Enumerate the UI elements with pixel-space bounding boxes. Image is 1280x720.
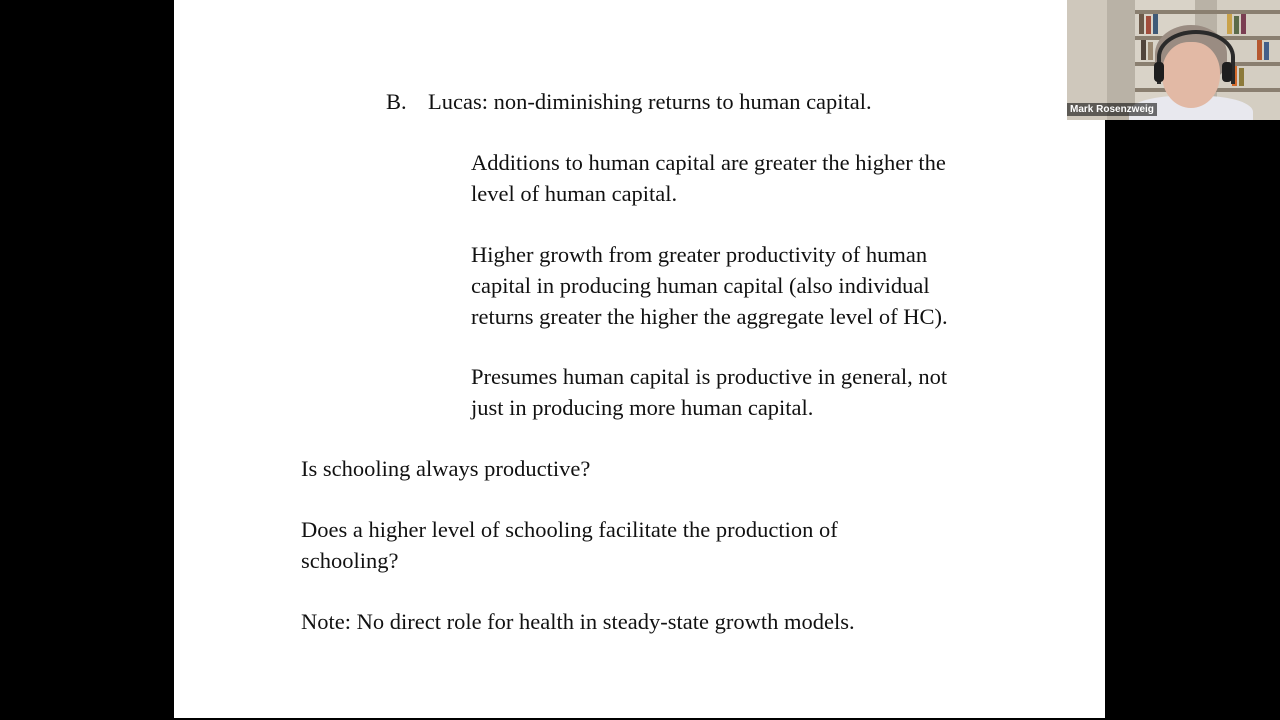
paragraph-3-line-1: Presumes human capital is productive in general, not [471, 364, 948, 389]
note-line: Note: No direct role for health in steady-state growth models. [301, 609, 855, 634]
question-1: Is schooling always productive? [301, 456, 591, 481]
shared-slide [174, 0, 1105, 718]
question-2-line-2: schooling? [301, 548, 399, 573]
paragraph-3-line-2: just in producing more human capital. [471, 395, 814, 420]
paragraph-1-line-1: Additions to human capital are greater the higher the [471, 150, 946, 175]
paragraph-1-line-2: level of human capital. [471, 181, 678, 206]
participant-name-label: Mark Rosenzweig [1067, 103, 1157, 116]
participant-video-tile[interactable] [1067, 0, 1280, 120]
slide-heading: Lucas: non-diminishing returns to human capital. [428, 89, 872, 114]
headphone-left-cup [1154, 62, 1164, 82]
paragraph-2-line-2: capital in producing human capital (also individual [471, 273, 930, 298]
paragraph-2-line-1: Higher growth from greater productivity of human [471, 242, 928, 267]
question-2-line-1: Does a higher level of schooling facilitate the production of [301, 517, 838, 542]
headphone-right-cup [1222, 62, 1232, 82]
paragraph-2-line-3: returns greater the higher the aggregate level of HC). [471, 304, 948, 329]
heading-marker: B. [386, 89, 407, 114]
